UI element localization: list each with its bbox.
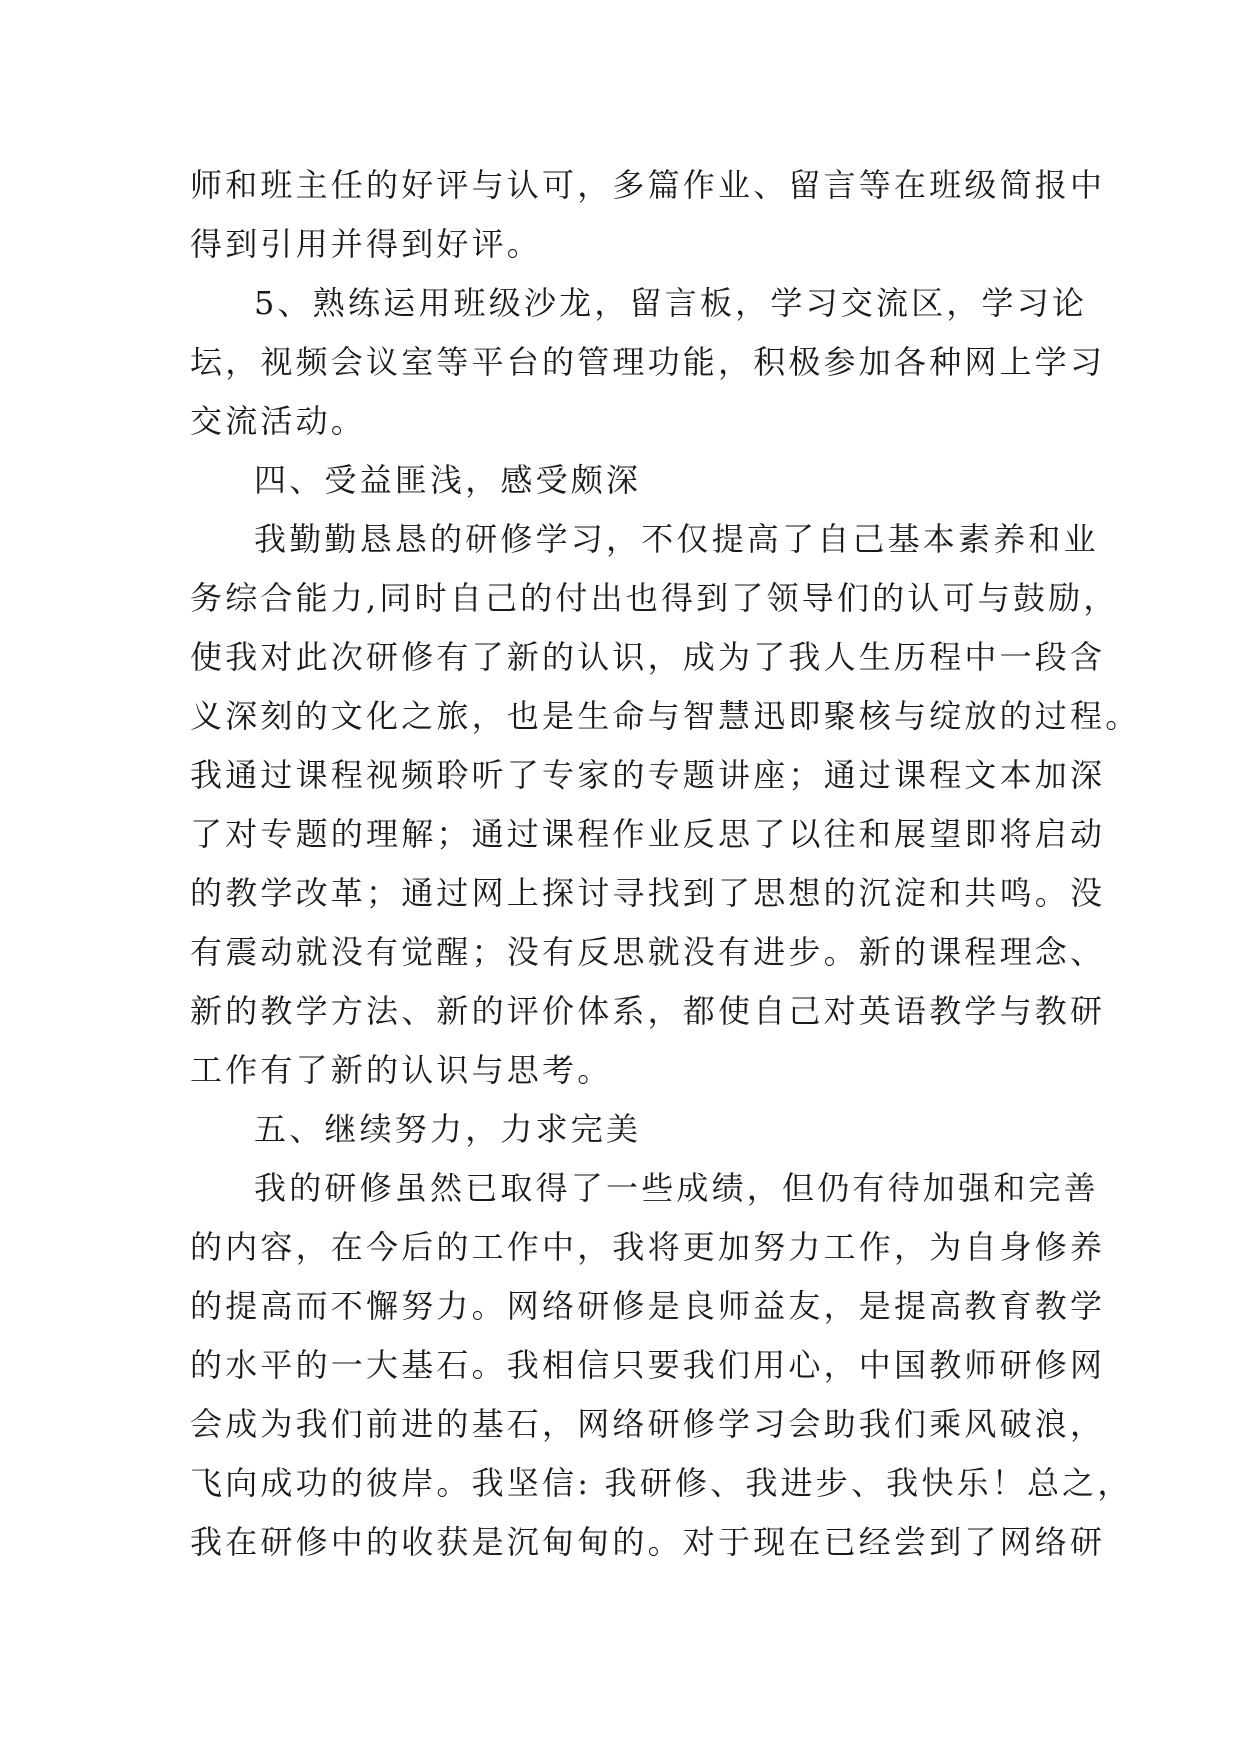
text-line: 我通过课程视频聆听了专家的专题讲座；通过课程文本加深 bbox=[190, 756, 1106, 794]
section-heading: 四、受益匪浅，感受颇深 bbox=[254, 461, 642, 499]
text-line: 新的教学方法、新的评价体系，都使自己对英语教学与教研 bbox=[190, 992, 1106, 1030]
text-line: 师和班主任的好评与认可，多篇作业、留言等在班级简报中 bbox=[190, 166, 1106, 204]
section-heading: 五、继续努力，力求完美 bbox=[254, 1110, 642, 1148]
paragraph-first-line: 我勤勤恳恳的研修学习，不仅提高了自己基本素养和业 bbox=[254, 520, 1099, 558]
text-line: 的内容，在今后的工作中，我将更加努力工作，为自身修养 bbox=[190, 1228, 1106, 1266]
text-line: 会成为我们前进的基石，网络研修学习会助我们乘风破浪， bbox=[190, 1405, 1106, 1443]
text-line: 的教学改革；通过网上探讨寻找到了思想的沉淀和共鸣。没 bbox=[190, 874, 1106, 912]
document-body bbox=[190, 156, 1141, 1572]
paragraph-first-line: 5、熟练运用班级沙龙，留言板，学习交流区，学习论 bbox=[254, 284, 1088, 322]
text-line: 务综合能力,同时自己的付出也得到了领导们的认可与鼓励， bbox=[190, 579, 1119, 617]
text-line: 交流活动。 bbox=[190, 402, 367, 440]
text-line: 使我对此次研修有了新的认识，成为了我人生历程中一段含 bbox=[190, 638, 1106, 676]
text-line: 工作有了新的认识与思考。 bbox=[190, 1051, 613, 1089]
text-line: 飞向成功的彼岸。我坚信: 我研修、我进步、我快乐！总之， bbox=[190, 1464, 1133, 1502]
text-line: 的水平的一大基石。我相信只要我们用心，中国教师研修网 bbox=[190, 1346, 1106, 1384]
text-line: 得到引用并得到好评。 bbox=[190, 225, 543, 263]
text-line: 坛，视频会议室等平台的管理功能，积极参加各种网上学习 bbox=[190, 343, 1106, 381]
text-line: 了对专题的理解；通过课程作业反思了以往和展望即将启动 bbox=[190, 815, 1106, 853]
text-line: 的提高而不懈努力。网络研修是良师益友，是提高教育教学 bbox=[190, 1287, 1106, 1325]
text-line: 我在研修中的收获是沉甸甸的。对于现在已经尝到了网络研 bbox=[190, 1523, 1106, 1561]
text-line: 有震动就没有觉醒；没有反思就没有进步。新的课程理念、 bbox=[190, 933, 1106, 971]
paragraph-first-line: 我的研修虽然已取得了一些成绩，但仍有待加强和完善 bbox=[254, 1169, 1099, 1207]
text-line: 义深刻的文化之旅，也是生命与智慧迅即聚核与绽放的过程。 bbox=[190, 697, 1141, 735]
